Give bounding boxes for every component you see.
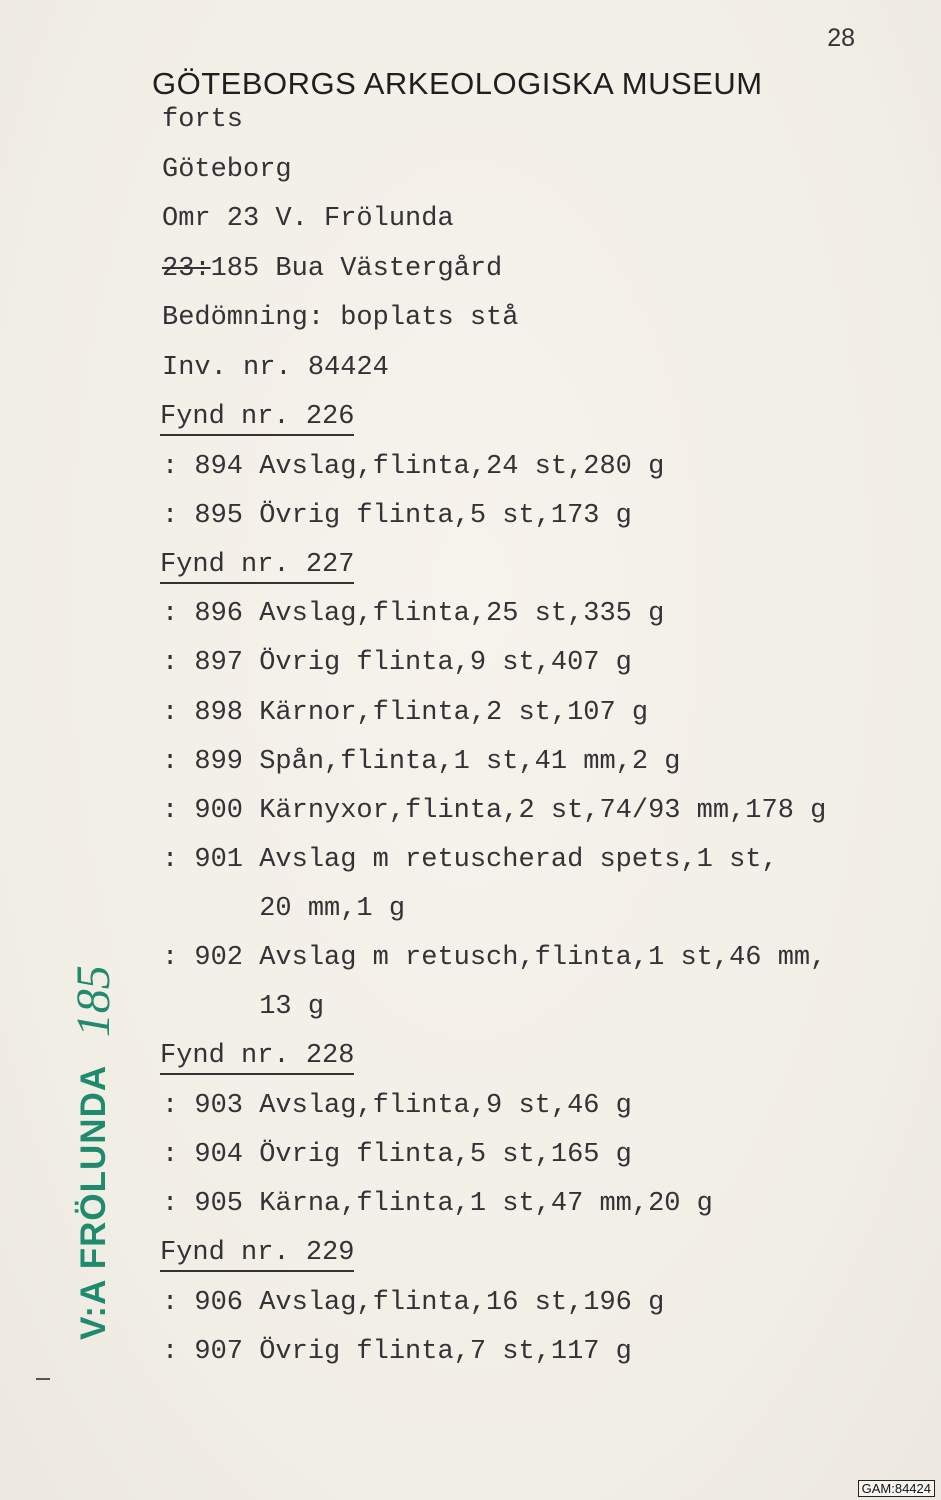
- find-heading-227: Fynd nr. 227: [160, 549, 354, 584]
- find-line: : 905 Kärna,flinta,1 st,47 mm,20 g: [162, 1189, 713, 1219]
- find-line: : 902 Avslag m retusch,flinta,1 st,46 mm,: [162, 943, 827, 973]
- find-line: : 898 Kärnor,flinta,2 st,107 g: [162, 698, 649, 728]
- site-line: [162, 253, 502, 285]
- site-name: 185 Bua Västergård: [210, 254, 503, 284]
- find-line: : 903 Avslag,flinta,9 st,46 g: [162, 1091, 632, 1121]
- assessment-line: Bedömning: boplats stå: [162, 303, 519, 333]
- location-stamp: [66, 965, 121, 1340]
- area-line: Omr 23 V. Frölunda: [162, 204, 454, 234]
- find-line: : 899 Spån,flinta,1 st,41 mm,2 g: [162, 747, 681, 777]
- handwritten-site-number: 185: [67, 965, 120, 1038]
- find-line: : 904 Övrig flinta,5 st,165 g: [162, 1140, 632, 1170]
- find-line: : 907 Övrig flinta,7 st,117 g: [162, 1337, 632, 1367]
- find-line: : 900 Kärnyxor,flinta,2 st,74/93 mm,178 g: [162, 796, 827, 826]
- catalog-reference: GAM:84424: [858, 1480, 935, 1497]
- stamp-location: V:A FRÖLUNDA: [73, 1064, 113, 1340]
- margin-mark: [36, 1378, 50, 1380]
- find-line: : 895 Övrig flinta,5 st,173 g: [162, 501, 632, 531]
- city-line: Göteborg: [162, 155, 292, 185]
- find-line-continued: 13 g: [162, 992, 325, 1022]
- find-heading-228: Fynd nr. 228: [160, 1040, 354, 1075]
- find-heading-226: Fynd nr. 226: [160, 401, 354, 436]
- find-line: : 897 Övrig flinta,9 st,407 g: [162, 648, 632, 678]
- find-line: : 894 Avslag,flinta,24 st,280 g: [162, 452, 665, 482]
- find-heading-229: Fynd nr. 229: [160, 1237, 354, 1272]
- struck-site-prefix: 23:: [162, 254, 211, 284]
- find-line: : 901 Avslag m retuscherad spets,1 st,: [162, 845, 778, 875]
- inventory-line: Inv. nr. 84424: [162, 353, 389, 383]
- find-line-continued: 20 mm,1 g: [162, 894, 406, 924]
- page-number: 28: [827, 24, 855, 52]
- forts-line: forts: [162, 105, 244, 135]
- find-line: : 896 Avslag,flinta,25 st,335 g: [162, 599, 665, 629]
- find-line: : 906 Avslag,flinta,16 st,196 g: [162, 1288, 665, 1318]
- museum-title: GÖTEBORGS ARKEOLOGISKA MUSEUM: [152, 66, 763, 101]
